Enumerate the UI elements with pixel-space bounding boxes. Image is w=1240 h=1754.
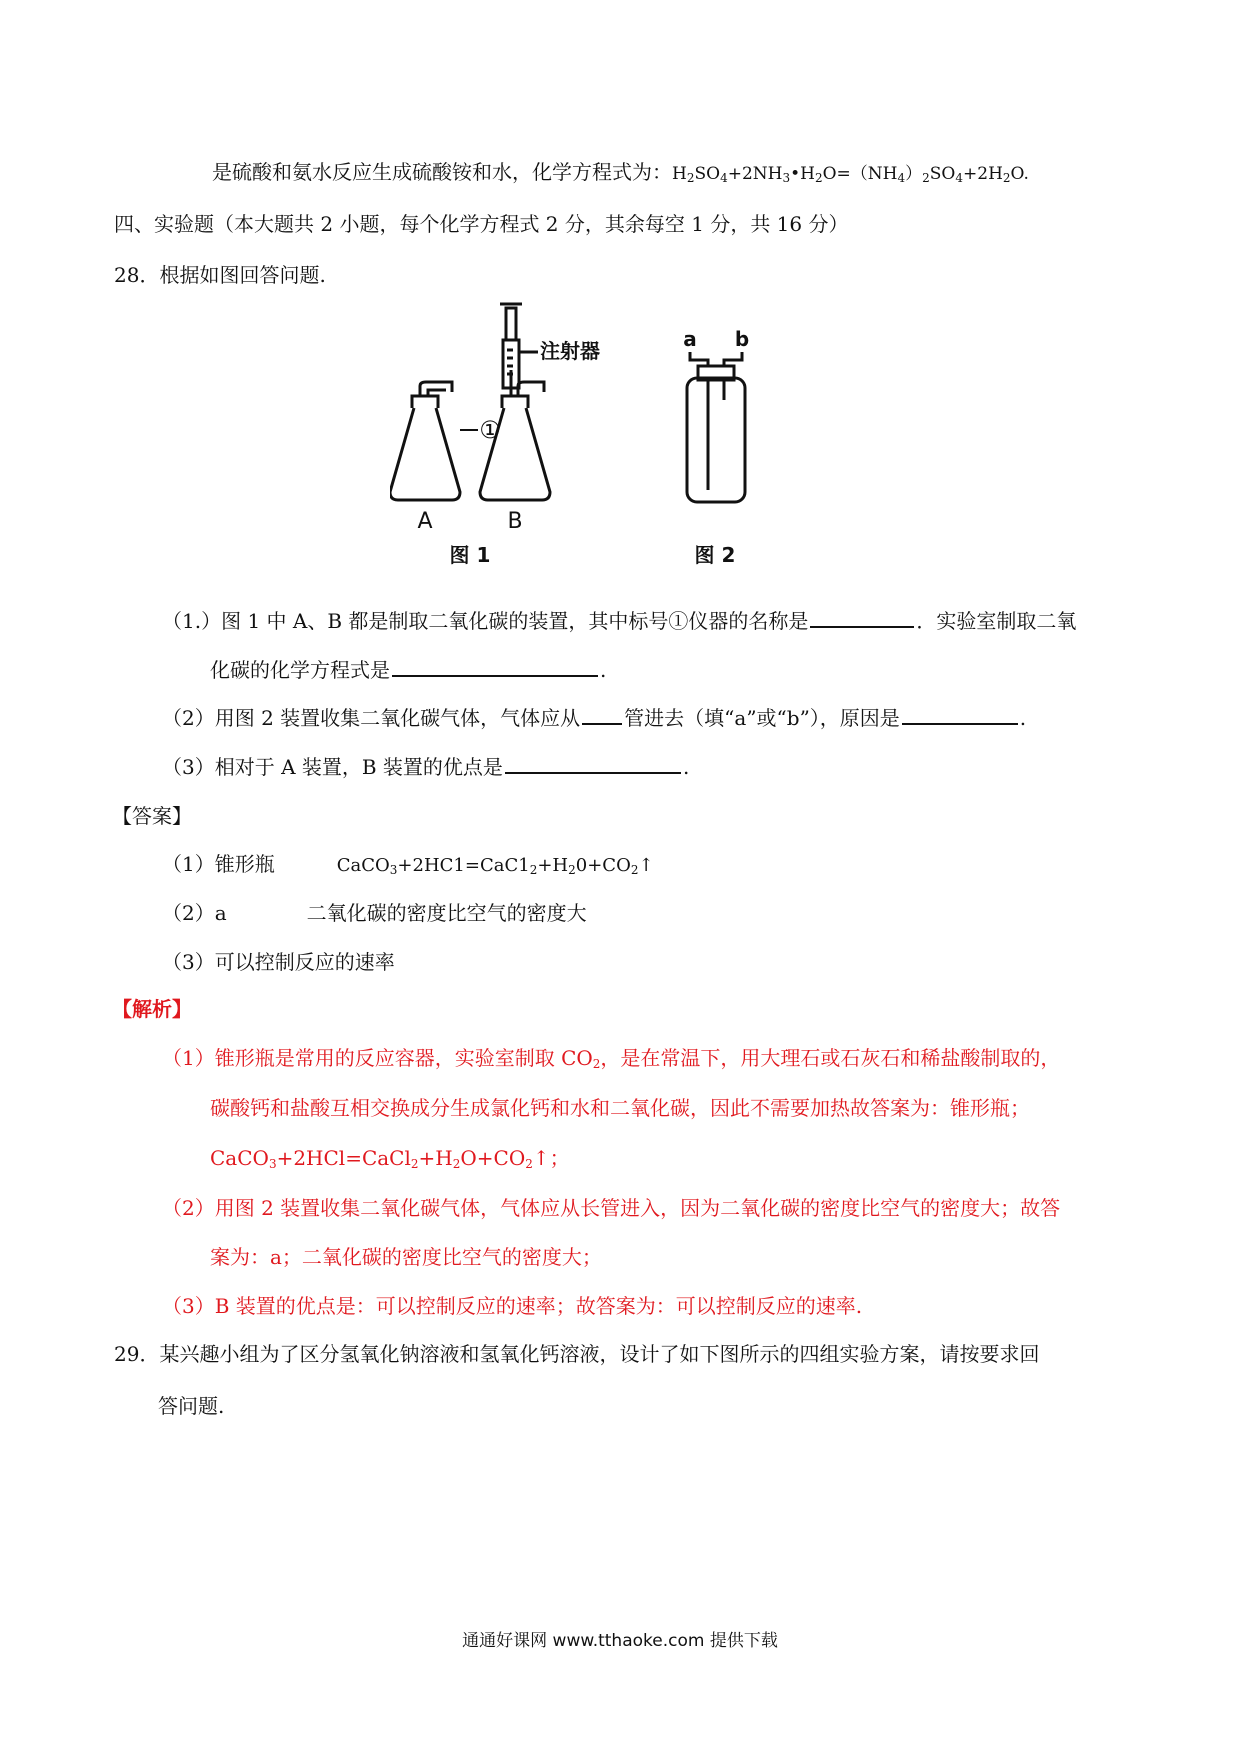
answer-blank-1[interactable]	[810, 606, 914, 628]
analysis-2-line2: 案为：a；二氧化碳的密度比空气的密度大；	[210, 1245, 602, 1269]
label-b: B	[507, 509, 523, 534]
q28-title: 28．根据如图回答问题.	[114, 263, 326, 287]
answer-title: 【答案】	[112, 804, 192, 828]
analysis-3: （3）B 装置的优点是：可以控制反应的速率；故答案为：可以控制反应的速率.	[162, 1294, 863, 1318]
q28-sub1-line1: （1.）图 1 中 A、B 都是制取二氧化碳的装置，其中标号①仪器的名称是 ．实验室制取二氧	[162, 606, 1076, 635]
answer-3: （3）可以控制反应的速率	[162, 950, 395, 974]
answer-blank-4[interactable]	[902, 703, 1018, 725]
prev-answer-text: 是硫酸和氨水反应生成硫酸铵和水，化学方程式为：	[212, 160, 672, 184]
answer-1: （1）锥形瓶 $CaCO_3+2HC1=CaC1_2+H_20+CO_2↑$	[162, 852, 654, 877]
q28-sub1-line2: 化碳的化学方程式是 .	[210, 655, 606, 684]
answer-blank-3[interactable]	[582, 703, 622, 725]
gas-bottle-icon	[687, 352, 745, 502]
syringe-label: 注射器	[540, 339, 600, 363]
q28-sub2: （2）用图 2 装置收集二氧化碳气体，气体应从 管进去（填“a”或“b”），原因是 .	[162, 703, 1026, 732]
q28-sub3: （3）相对于 A 装置，B 装置的优点是 .	[162, 752, 689, 781]
answer-blank-5[interactable]	[505, 752, 681, 774]
answer-blank-2[interactable]	[392, 655, 598, 677]
answer-2: （2）a 二氧化碳的密度比空气的密度大	[162, 901, 587, 925]
label-a: A	[417, 509, 433, 534]
answer-1-equation: $CaCO_3+2HC1=CaC1_2+H_20+CO_2↑$	[336, 855, 654, 877]
fig1-caption: 图 1	[449, 543, 491, 567]
apparatus-figure	[390, 300, 870, 570]
analysis-1-line2: 碳酸钙和盐酸互相交换成分生成氯化钙和水和二氧化碳，因此不需要加热故答案为：锥形瓶；	[210, 1096, 1030, 1120]
q29-line1: 29．某兴趣小组为了区分氢氧化钠溶液和氢氧化钙溶液，设计了如下图所示的四组实验方案，请按要求回	[114, 1342, 1040, 1366]
q29-line2: 答问题.	[158, 1394, 225, 1418]
marker-1-label: ①	[479, 416, 501, 444]
section-heading: 四、实验题（本大题共 2 小题，每个化学方程式 2 分，其余每空 1 分，共 16 分）	[114, 212, 849, 236]
apparatus-diagram	[390, 300, 870, 570]
analysis-1-line1: （1）锥形瓶是常用的反应容器，实验室制取 $CO_2$，是在常温下，用大理石或石灰石和稀盐酸制取的，	[162, 1046, 1061, 1071]
tube-a-label: a	[683, 327, 697, 351]
prev-answer-equation: $H_2SO_4+2NH_3•H_2O=(NH_4)_2SO_4+2H_2O$.	[672, 164, 1029, 185]
tube-b-label: b	[734, 327, 750, 351]
flask-a-icon	[390, 382, 460, 500]
fig2-caption: 图 2	[694, 543, 736, 567]
analysis-2-line1: （2）用图 2 装置收集二氧化碳气体，气体应从长管进入，因为二氧化碳的密度比空气的密度大；故答	[162, 1196, 1061, 1220]
analysis-title: 【解析】	[112, 997, 192, 1021]
page-footer: 通通好课网 www.tthaoke.com 提供下载	[462, 1631, 778, 1651]
prev-answer-line	[212, 158, 1029, 188]
analysis-1-equation: $CaCO_3+2HCl=CaCl_2+H_2O+CO_2↑$；	[210, 1146, 570, 1171]
